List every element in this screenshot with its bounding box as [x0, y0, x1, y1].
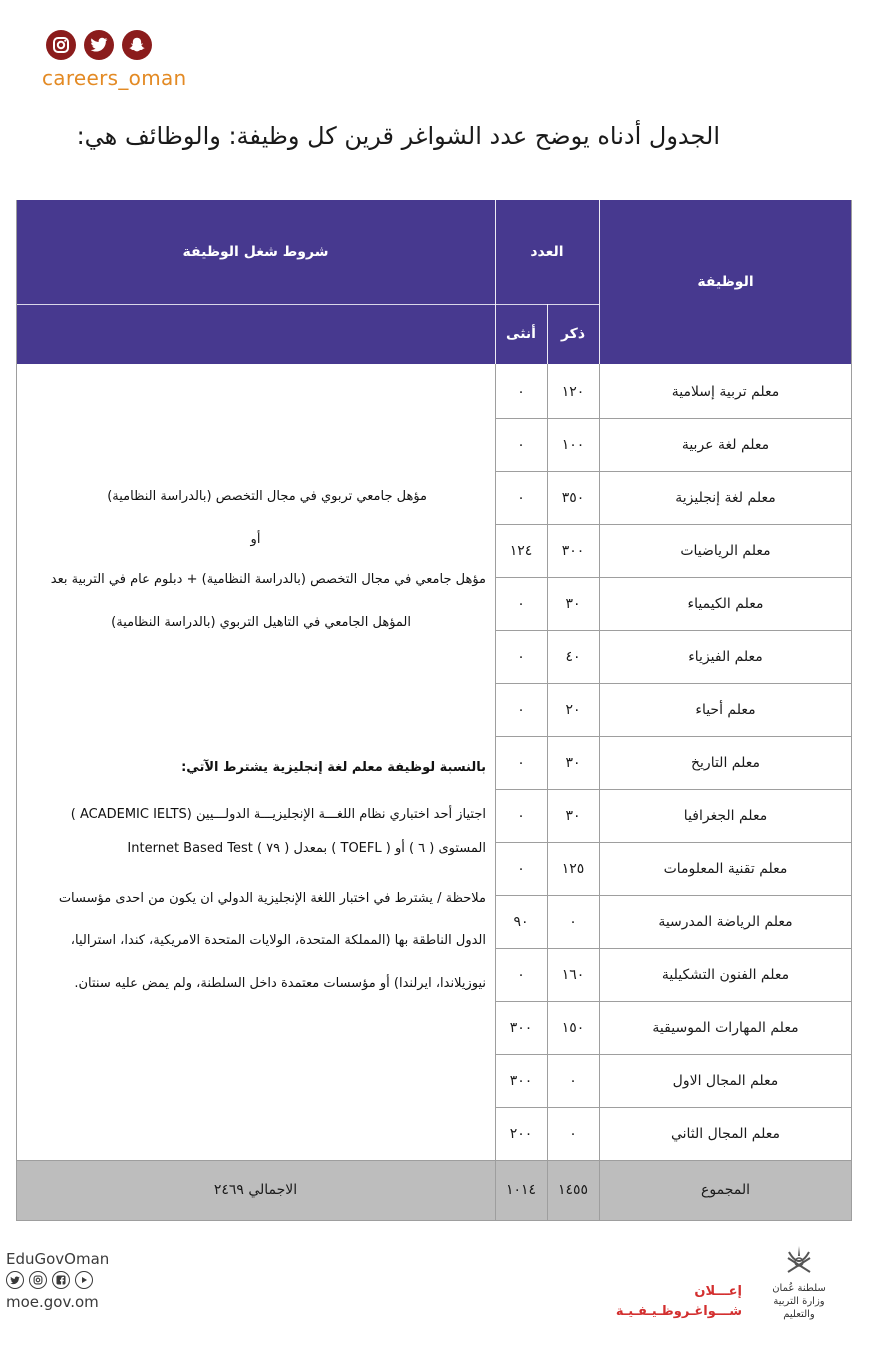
count-header	[495, 200, 599, 304]
male-count-cell: ٣٥٠	[561, 489, 585, 506]
row-divider	[495, 736, 852, 737]
count-header-label: العدد	[530, 244, 564, 260]
female-count-cell: ٣٠٠	[509, 1072, 533, 1089]
social-handle[interactable]: careers_oman	[42, 66, 187, 90]
ielts-line1: اجتياز أحد اختباري نظام اللغـــة الإنجليزيـــة الدولـــيين (ACADEMIC IELTS )	[70, 807, 486, 822]
header-divider	[599, 200, 600, 364]
row-divider	[495, 683, 852, 684]
job-header	[599, 200, 852, 364]
row-divider	[495, 630, 852, 631]
conditions-header-label: شروط شغل الوظيفة	[182, 244, 329, 260]
job-title-cell: معلم الجغرافيا	[683, 807, 768, 824]
male-count-cell: ١٦٠	[561, 966, 585, 983]
twitter-icon[interactable]	[6, 1271, 24, 1289]
job-title-cell: معلم الرياضة المدرسية	[658, 913, 793, 930]
ad-line2: شـــواغـروظـيـفـيـة	[615, 1304, 742, 1319]
grid-line	[599, 364, 600, 1221]
female-count-cell: ٠	[517, 860, 525, 877]
grid-line	[16, 1220, 852, 1221]
female-count-cell: ٠	[517, 966, 525, 983]
grand-total: الاجمالي ٢٤٦٩	[213, 1182, 298, 1198]
row-divider	[495, 1054, 852, 1055]
grid-line	[495, 364, 496, 1221]
job-title-cell: معلم المجال الاول	[672, 1072, 779, 1089]
total-male: ١٤٥٥	[557, 1182, 589, 1198]
row-divider	[495, 948, 852, 949]
instagram-icon[interactable]	[46, 30, 76, 60]
header-divider	[547, 304, 548, 364]
job-title-cell: معلم الفنون التشكيلية	[661, 966, 790, 983]
twitter-icon[interactable]	[84, 30, 114, 60]
female-count-cell: ١٢٤	[509, 542, 533, 559]
ministry-logo	[762, 1244, 836, 1321]
male-header	[547, 304, 599, 364]
vacancies-table	[16, 200, 852, 1221]
male-count-cell: ٣٠	[565, 807, 581, 824]
female-count-cell: ٠	[517, 436, 525, 453]
job-header-label: الوظيفة	[697, 274, 754, 290]
job-title-cell: معلم المهارات الموسيقية	[652, 1019, 799, 1036]
page-title: الجدول أدناه يوضح عدد الشواغر قرين كل وظيفة: والوظائف هي:	[76, 122, 720, 150]
note-line2: الدول الناطقة بها (المملكة المتحدة، الولايات المتحدة الامريكية، كندا، استراليا،	[70, 933, 486, 948]
grid-line	[16, 200, 17, 1221]
male-count-cell: ٠	[569, 1125, 577, 1142]
female-count-cell: ٠	[517, 595, 525, 612]
job-title-cell: معلم أحياء	[695, 701, 756, 718]
female-count-cell: ٩٠	[513, 913, 529, 930]
total-female: ١٠١٤	[505, 1182, 537, 1198]
oman-emblem-icon	[784, 1244, 814, 1278]
footer-social-icons	[6, 1271, 93, 1289]
youtube-icon[interactable]	[75, 1271, 93, 1289]
male-count-cell: ٢٠	[565, 701, 581, 718]
row-divider	[495, 577, 852, 578]
english-heading: بالنسبة لوظيفة معلم لغة إنجليزية يشترط الآتي:	[181, 760, 486, 775]
row-divider	[495, 418, 852, 419]
row-divider	[495, 842, 852, 843]
footer-brand[interactable]: EduGovOman	[6, 1250, 110, 1268]
job-title-cell: معلم الرياضيات	[680, 542, 771, 559]
row-divider	[495, 1001, 852, 1002]
job-title-cell: معلم التاريخ	[691, 754, 760, 771]
female-count-cell: ٠	[517, 489, 525, 506]
ad-line1: إعـــلان	[694, 1284, 742, 1299]
header-divider	[16, 304, 495, 305]
female-count-cell: ٠	[517, 701, 525, 718]
footer-url[interactable]: moe.gov.om	[6, 1293, 99, 1311]
female-count-cell: ٠	[517, 648, 525, 665]
instagram-icon[interactable]	[29, 1271, 47, 1289]
female-count-cell: ٠	[517, 383, 525, 400]
ministry-line2: وزارة التربية والتعليم	[773, 1296, 825, 1320]
conditions-header-lower	[16, 304, 495, 364]
ielts-line2: المستوى ( ٦ ) أو ( TOEFL ) بمعدل ( ٧٩ ) Internet Based Test	[127, 841, 486, 856]
female-count-cell: ٠	[517, 754, 525, 771]
job-title-cell: معلم تربية إسلامية	[671, 383, 780, 400]
job-title-cell: معلم الكيمياء	[687, 595, 764, 612]
note-line3: نيوزيلاندا، ايرلندا) أو مؤسسات معتمدة داخل السلطنة، ولم يمض عليه سنتان.	[74, 976, 486, 991]
male-count-cell: ١٢٠	[561, 383, 585, 400]
note-line1: ملاحظة / يشترط في اختبار اللغة الإنجليزية الدولي ان يكون من احدى مؤسسات	[58, 891, 486, 906]
female-header	[495, 304, 547, 364]
total-row	[16, 1160, 852, 1220]
job-title-cell: معلم لغة إنجليزية	[675, 489, 776, 506]
male-count-cell: ١٢٥	[561, 860, 585, 877]
job-title-cell: معلم لغة عربية	[681, 436, 770, 453]
qualification-1: مؤهل جامعي تربوي في مجال التخصص (بالدراسة النظامية)	[107, 489, 427, 504]
grid-line	[547, 364, 548, 1221]
ad-label	[615, 1282, 742, 1322]
facebook-icon[interactable]	[52, 1271, 70, 1289]
male-count-cell: ٣٠٠	[561, 542, 585, 559]
qualification-2-line1: مؤهل جامعي في مجال التخصص (بالدراسة النظامية) + دبلوم عام في التربية بعد	[50, 572, 486, 587]
job-title-cell: معلم الفيزياء	[688, 648, 763, 665]
male-header-label: ذكر	[560, 326, 586, 342]
male-count-cell: ٠	[569, 913, 577, 930]
grid-line	[851, 200, 852, 1221]
female-count-cell: ٠	[517, 807, 525, 824]
male-count-cell: ٣٠	[565, 754, 581, 771]
female-count-cell: ٢٠٠	[509, 1125, 533, 1142]
qualification-2-line2: المؤهل الجامعي في التاهيل التربوي (بالدراسة النظامية)	[111, 615, 411, 630]
conditions-header	[16, 200, 495, 304]
row-divider	[495, 1107, 852, 1108]
job-title-cell: معلم المجال الثاني	[670, 1125, 781, 1142]
male-count-cell: ١٠٠	[561, 436, 585, 453]
ministry-line1: سلطنة عُمان	[772, 1283, 826, 1294]
male-count-cell: ٠	[569, 1072, 577, 1089]
total-label: المجموع	[701, 1182, 750, 1198]
male-count-cell: ٣٠	[565, 595, 581, 612]
male-count-cell: ٤٠	[565, 648, 581, 665]
snapchat-icon[interactable]	[122, 30, 152, 60]
female-header-label: أنثى	[506, 326, 536, 342]
row-divider	[495, 471, 852, 472]
row-divider	[495, 524, 852, 525]
male-count-cell: ١٥٠	[561, 1019, 585, 1036]
female-count-cell: ٣٠٠	[509, 1019, 533, 1036]
job-title-cell: معلم تقنية المعلومات	[663, 860, 788, 877]
qualification-or: أو	[250, 532, 261, 547]
grid-line	[16, 1160, 852, 1161]
social-icons	[46, 30, 152, 60]
header-divider	[495, 200, 496, 364]
row-divider	[495, 789, 852, 790]
row-divider	[495, 895, 852, 896]
